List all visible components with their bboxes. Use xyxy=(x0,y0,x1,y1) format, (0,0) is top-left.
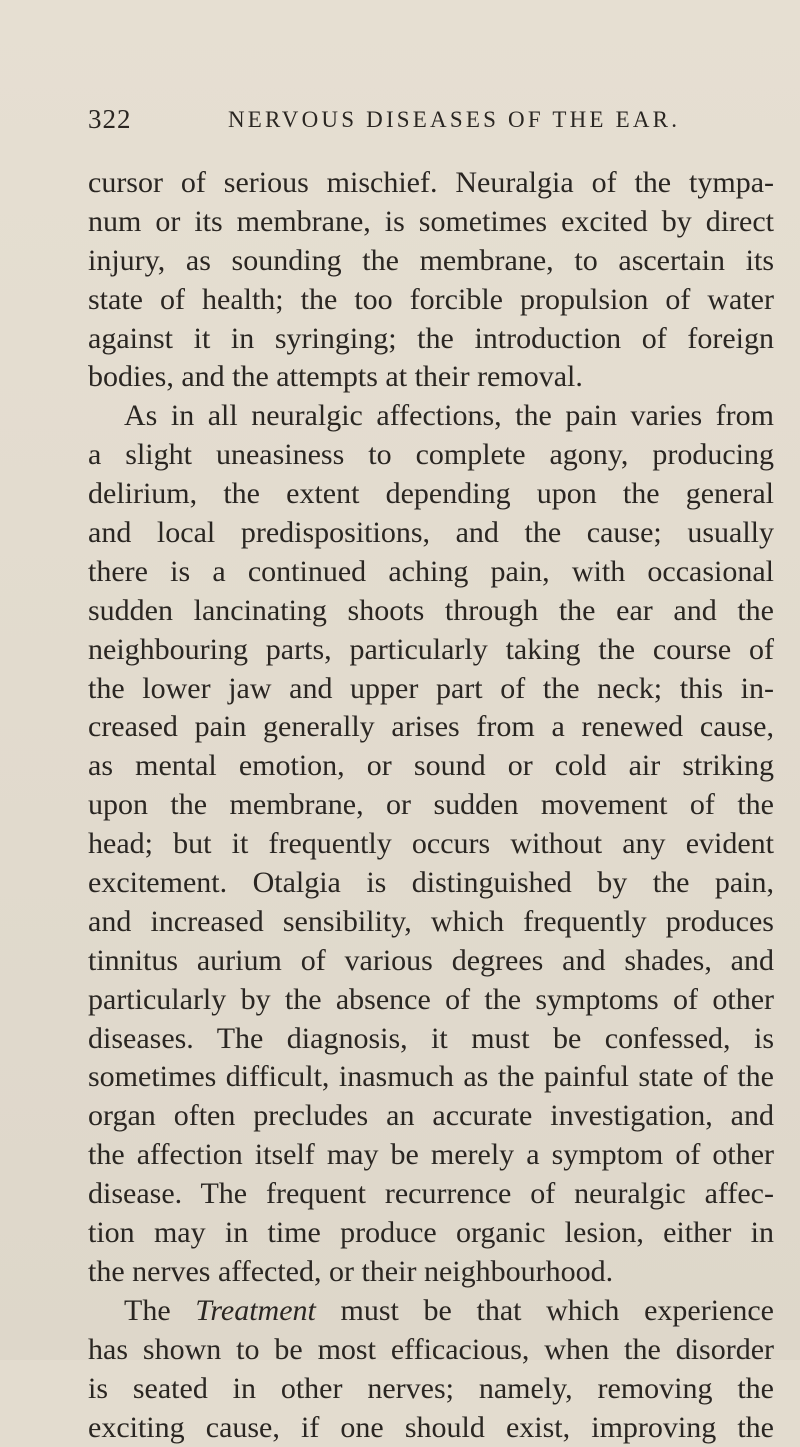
text-line: sudden lancinating shoots through the ear and the xyxy=(88,592,774,631)
text-line: cursor of serious mischief. Neuralgia of the tympa- xyxy=(88,164,774,203)
text-line: As in all neuralgic affections, the pain varies from xyxy=(88,397,774,436)
text-line: the nerves affected, or their neighbourhood. xyxy=(88,1253,774,1292)
text-line: organ often precludes an accurate investigation, and xyxy=(88,1097,774,1136)
treatment-line xyxy=(88,1292,774,1331)
text-line: excitement. Otalgia is distinguished by the pain, xyxy=(88,864,774,903)
text-line: tion may in time produce organic lesion, either in xyxy=(88,1214,774,1253)
text-line: exciting cause, if one should exist, improving the xyxy=(88,1409,774,1447)
text-line: and increased sensibility, which frequently produces xyxy=(88,903,774,942)
text-line: a slight uneasiness to complete agony, producing xyxy=(88,436,774,475)
text-line: and local predispositions, and the cause; usually xyxy=(88,514,774,553)
text-line: there is a continued aching pain, with occasional xyxy=(88,553,774,592)
text-line: particularly by the absence of the symptoms of other xyxy=(88,981,774,1020)
text-line: neighbouring parts, particularly taking the course of xyxy=(88,631,774,670)
page-header xyxy=(88,104,778,144)
running-head: NERVOUS DISEASES OF THE EAR. xyxy=(228,107,680,133)
text-line: injury, as sounding the membrane, to ascertain its xyxy=(88,242,774,281)
text-line: disease. The frequent recurrence of neuralgic affec- xyxy=(88,1175,774,1214)
text-line: diseases. The diagnosis, it must be confessed, is xyxy=(88,1020,774,1059)
text-line: delirium, the extent depending upon the general xyxy=(88,475,774,514)
text-line: the affection itself may be merely a symptom of other xyxy=(88,1136,774,1175)
treatment-italic: Treatment xyxy=(195,1294,316,1327)
body-text xyxy=(88,164,774,1447)
text-line: is seated in other nerves; namely, removing the xyxy=(88,1370,774,1409)
treatment-line-end: must be that which experience xyxy=(316,1294,774,1327)
text-line: bodies, and the attempts at their removal. xyxy=(88,358,774,397)
text-line: as mental emotion, or sound or cold air striking xyxy=(88,747,774,786)
text-line: head; but it frequently occurs without any evident xyxy=(88,825,774,864)
text-line: num or its membrane, is sometimes excited by direct xyxy=(88,203,774,242)
text-line: upon the membrane, or sudden movement of the xyxy=(88,786,774,825)
page-number: 322 xyxy=(88,104,132,135)
text-line: sometimes difficult, inasmuch as the painful state of the xyxy=(88,1058,774,1097)
text-line: creased pain generally arises from a renewed cause, xyxy=(88,708,774,747)
text-line: the lower jaw and upper part of the neck; this in- xyxy=(88,670,774,709)
text-line: state of health; the too forcible propulsion of water xyxy=(88,281,774,320)
text-line: tinnitus aurium of various degrees and shades, and xyxy=(88,942,774,981)
text-line: against it in syringing; the introduction of foreign xyxy=(88,320,774,359)
text-line: has shown to be most efficacious, when the disorder xyxy=(88,1331,774,1370)
treatment-line-start: The xyxy=(124,1294,195,1327)
